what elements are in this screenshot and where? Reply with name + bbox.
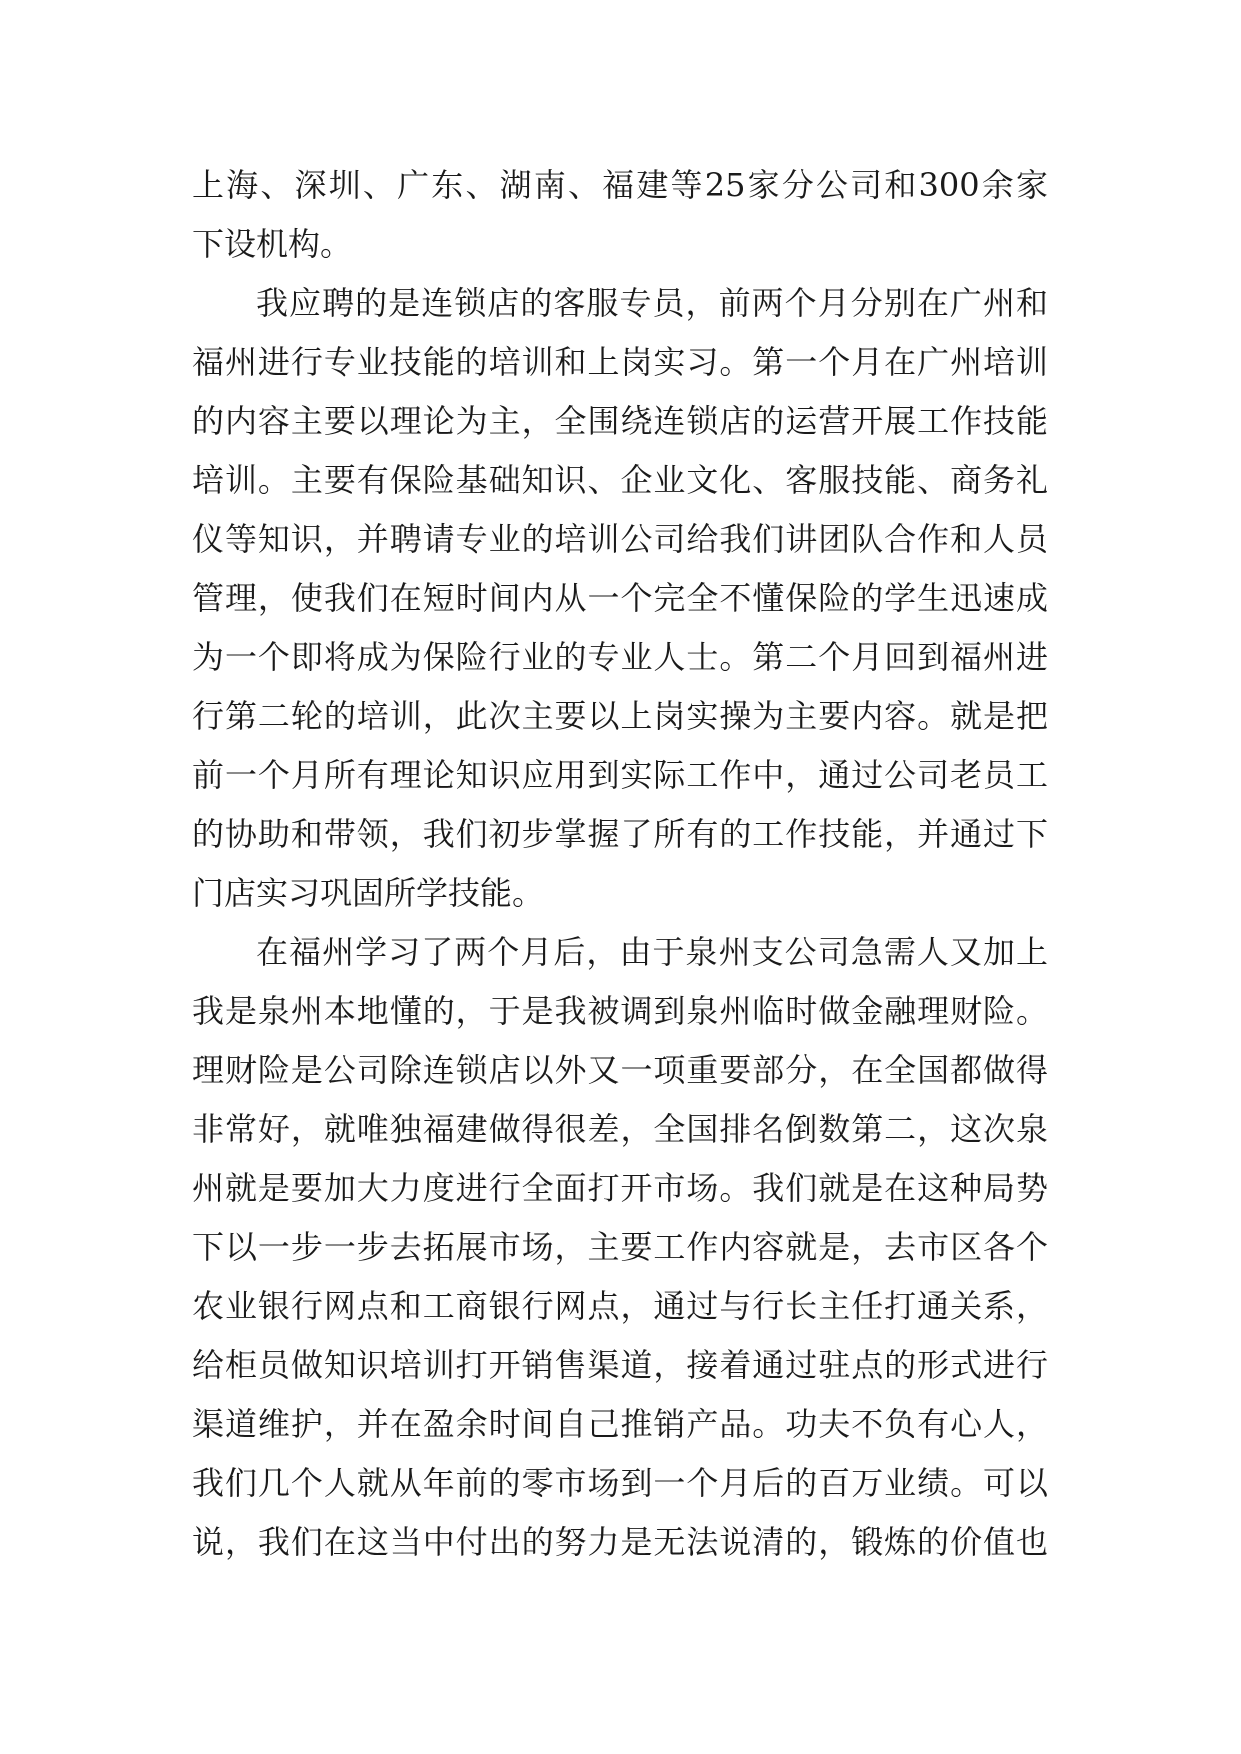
text-line: 前一个月所有理论知识应用到实际工作中，通过公司老员工	[192, 756, 1048, 794]
text-line: 培训。主要有保险基础知识、企业文化、客服技能、商务礼	[192, 461, 1048, 499]
text-line: 理财险是公司除连锁店以外又一项重要部分，在全国都做得	[192, 1051, 1048, 1089]
text-line: 行第二轮的培训，此次主要以上岗实操为主要内容。就是把	[192, 697, 1048, 735]
paragraph-first-line: 在福州学习了两个月后，由于泉州支公司急需人又加上	[256, 933, 1048, 971]
document-body	[192, 156, 1048, 1572]
text-line: 我是泉州本地懂的，于是我被调到泉州临时做金融理财险。	[192, 992, 1048, 1030]
text-line: 管理，使我们在短时间内从一个完全不懂保险的学生迅速成	[192, 579, 1048, 617]
text-line: 说，我们在这当中付出的努力是无法说清的，锻炼的价值也	[192, 1523, 1048, 1561]
paragraph-first-line: 我应聘的是连锁店的客服专员，前两个月分别在广州和	[256, 284, 1048, 322]
text-line: 农业银行网点和工商银行网点，通过与行长主任打通关系，	[192, 1287, 1048, 1325]
text-line: 下设机构。	[192, 225, 353, 263]
text-line: 门店实习巩固所学技能。	[192, 874, 545, 912]
text-line: 我们几个人就从年前的零市场到一个月后的百万业绩。可以	[192, 1464, 1048, 1502]
text-line: 给柜员做知识培训打开销售渠道，接着通过驻点的形式进行	[192, 1346, 1048, 1384]
text-line: 渠道维护，并在盈余时间自己推销产品。功夫不负有心人，	[192, 1405, 1048, 1443]
text-line: 的内容主要以理论为主，全围绕连锁店的运营开展工作技能	[192, 402, 1048, 440]
text-line: 福州进行专业技能的培训和上岗实习。第一个月在广州培训	[192, 343, 1048, 381]
text-line: 为一个即将成为保险行业的专业人士。第二个月回到福州进	[192, 638, 1048, 676]
text-line: 州就是要加大力度进行全面打开市场。我们就是在这种局势	[192, 1169, 1048, 1207]
text-line: 非常好，就唯独福建做得很差，全国排名倒数第二，这次泉	[192, 1110, 1048, 1148]
text-line: 仪等知识，并聘请专业的培训公司给我们讲团队合作和人员	[192, 520, 1048, 558]
text-line: 的协助和带领，我们初步掌握了所有的工作技能，并通过下	[192, 815, 1048, 853]
text-line: 上海、深圳、广东、湖南、福建等25家分公司和300余家	[192, 166, 1048, 204]
text-line: 下以一步一步去拓展市场，主要工作内容就是，去市区各个	[192, 1228, 1048, 1266]
